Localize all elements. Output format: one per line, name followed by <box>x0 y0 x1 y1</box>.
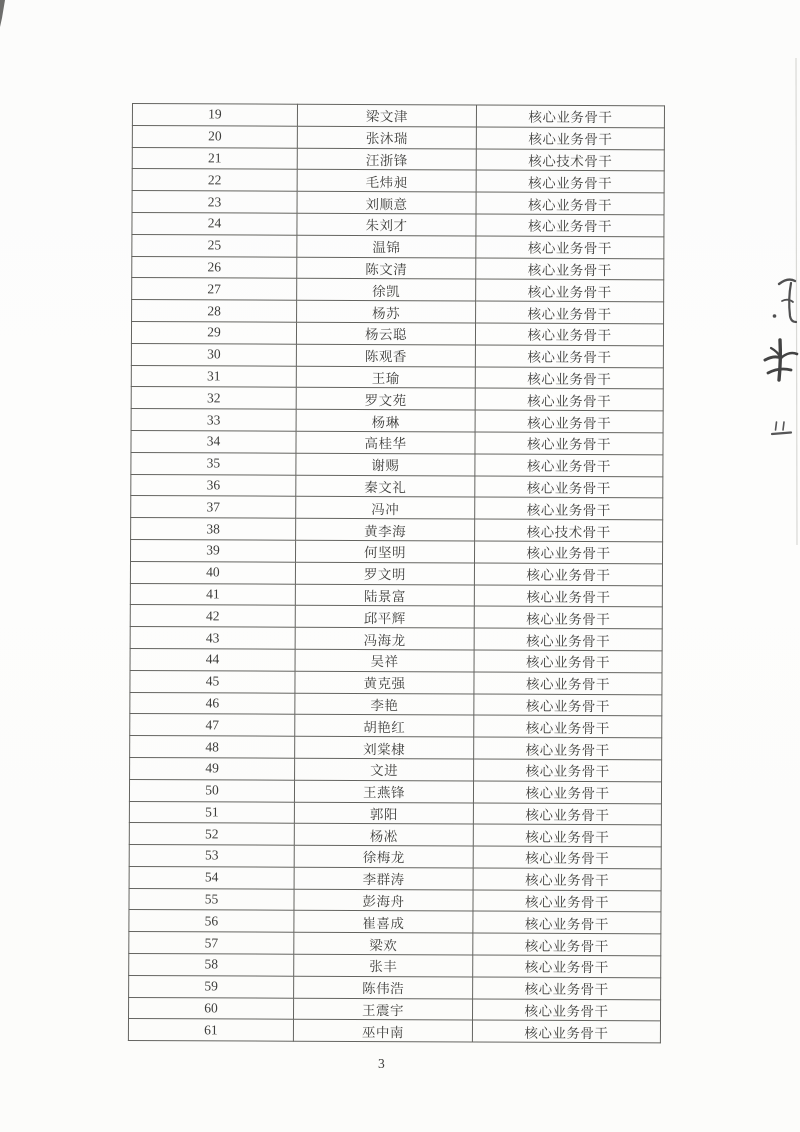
person-name-cell: 罗文苑 <box>296 388 475 411</box>
person-role-cell: 核心业务骨干 <box>473 999 661 1022</box>
row-number-cell: 23 <box>132 191 297 214</box>
person-name-cell: 黄李海 <box>296 518 475 541</box>
row-number-cell: 19 <box>132 104 297 127</box>
table-row <box>130 561 662 585</box>
person-name-cell: 李艳 <box>295 693 474 716</box>
person-role-cell: 核心业务骨干 <box>475 410 663 433</box>
row-number-cell: 51 <box>129 801 294 824</box>
row-number-cell: 35 <box>131 452 296 475</box>
person-role-cell: 核心业务骨干 <box>474 606 662 629</box>
person-name-cell: 杨苏 <box>297 300 476 323</box>
person-name-cell: 秦文礼 <box>296 475 475 498</box>
table-row <box>129 932 661 956</box>
person-name-cell: 刘顺意 <box>297 191 476 214</box>
table-row <box>130 605 662 629</box>
person-name-cell: 谢赐 <box>296 453 475 476</box>
person-name-cell: 吴祥 <box>295 649 474 672</box>
person-name-cell: 毛炜昶 <box>297 170 476 193</box>
page-number: 3 <box>378 1056 385 1071</box>
person-role-cell: 核心业务骨干 <box>474 541 662 564</box>
person-role-cell: 核心业务骨干 <box>476 279 664 302</box>
person-name-cell: 梁文津 <box>297 104 476 127</box>
table-row <box>131 365 663 389</box>
row-number-cell: 28 <box>132 300 297 323</box>
table-row <box>130 627 662 651</box>
row-number-cell: 43 <box>130 627 295 650</box>
person-role-cell: 核心业务骨干 <box>473 802 661 825</box>
row-number-cell: 61 <box>128 1019 293 1042</box>
person-name-cell: 汪浙锋 <box>297 148 476 171</box>
person-name-cell: 冯海龙 <box>295 627 474 650</box>
person-name-cell: 杨琳 <box>296 409 475 432</box>
person-name-cell: 王瑜 <box>296 366 475 389</box>
table-row <box>129 910 661 934</box>
table-row <box>132 212 664 236</box>
person-role-cell: 核心业务骨干 <box>473 977 661 1000</box>
person-role-cell: 核心技术骨干 <box>476 149 664 172</box>
person-role-cell: 核心业务骨干 <box>475 476 663 499</box>
person-role-cell: 核心业务骨干 <box>473 890 661 913</box>
scan-edge-line <box>796 58 797 545</box>
table-row <box>131 409 663 433</box>
person-role-cell: 核心业务骨干 <box>475 388 663 411</box>
row-number-cell: 48 <box>130 736 295 759</box>
person-role-cell: 核心业务骨干 <box>472 1020 660 1043</box>
row-number-cell: 60 <box>129 997 294 1020</box>
person-name-cell: 何坚明 <box>295 540 474 563</box>
person-name-cell: 李群涛 <box>294 867 473 890</box>
table-row <box>129 888 661 912</box>
person-role-cell: 核心业务骨干 <box>476 236 664 259</box>
table-row <box>131 539 663 563</box>
table-row <box>131 496 663 520</box>
table-row <box>130 670 662 694</box>
table-row <box>132 147 664 171</box>
table-row <box>131 452 663 476</box>
handwritten-scribble <box>773 280 796 322</box>
row-number-cell: 46 <box>130 692 295 715</box>
table-row <box>130 757 662 781</box>
table-row <box>132 278 664 302</box>
person-role-cell: 核心业务骨干 <box>473 846 661 869</box>
person-role-cell: 核心业务骨干 <box>473 933 661 956</box>
row-number-cell: 57 <box>129 932 294 955</box>
person-role-cell: 核心业务骨干 <box>476 214 664 237</box>
row-number-cell: 20 <box>132 125 297 148</box>
personnel-table-body <box>128 104 664 1044</box>
person-role-cell: 核心业务骨干 <box>476 170 664 193</box>
person-name-cell: 陈文清 <box>297 257 476 280</box>
person-role-cell: 核心业务骨干 <box>474 563 662 586</box>
person-role-cell: 核心业务骨干 <box>476 258 664 281</box>
row-number-cell: 24 <box>132 212 297 235</box>
row-number-cell: 54 <box>129 866 294 889</box>
table-row <box>131 518 663 542</box>
row-number-cell: 55 <box>129 888 294 911</box>
person-name-cell: 朱刘才 <box>297 213 476 236</box>
row-number-cell: 52 <box>129 823 294 846</box>
person-name-cell: 巫中南 <box>293 1020 472 1043</box>
table-row <box>132 300 664 324</box>
person-name-cell: 陈观香 <box>296 344 475 367</box>
row-number-cell: 42 <box>130 605 295 628</box>
row-number-cell: 38 <box>131 518 296 541</box>
table-row <box>131 387 663 411</box>
row-number-cell: 59 <box>129 975 294 998</box>
person-role-cell: 核心业务骨干 <box>476 301 664 324</box>
person-name-cell: 徐梅龙 <box>294 845 473 868</box>
row-number-cell: 33 <box>131 409 296 432</box>
row-number-cell: 21 <box>132 147 297 170</box>
person-name-cell: 张丰 <box>294 954 473 977</box>
row-number-cell: 34 <box>131 430 296 453</box>
handwritten-star-mark <box>765 340 797 380</box>
person-role-cell: 核心业务骨干 <box>475 367 663 390</box>
table-row <box>129 954 661 978</box>
person-role-cell: 核心业务骨干 <box>475 323 663 346</box>
table-row <box>129 866 661 890</box>
person-name-cell: 黄克强 <box>295 671 474 694</box>
person-role-cell: 核心业务骨干 <box>474 715 662 738</box>
person-role-cell: 核心业务骨干 <box>475 345 663 368</box>
person-role-cell: 核心业务骨干 <box>475 432 663 455</box>
person-name-cell: 温锦 <box>297 235 476 258</box>
person-name-cell: 冯冲 <box>296 497 475 520</box>
row-number-cell: 30 <box>131 343 296 366</box>
row-number-cell: 47 <box>130 714 295 737</box>
row-number-cell: 56 <box>129 910 294 933</box>
person-role-cell: 核心业务骨干 <box>474 672 662 695</box>
row-number-cell: 49 <box>130 757 295 780</box>
row-number-cell: 44 <box>130 648 295 671</box>
row-number-cell: 31 <box>131 365 296 388</box>
person-role-cell: 核心业务骨干 <box>474 585 662 608</box>
table-row <box>130 714 662 738</box>
row-number-cell: 25 <box>132 234 297 257</box>
row-number-cell: 32 <box>131 387 296 410</box>
person-role-cell: 核心业务骨干 <box>474 737 662 760</box>
table-row <box>128 1019 660 1043</box>
person-name-cell: 高桂华 <box>296 431 475 454</box>
person-name-cell: 徐凯 <box>297 279 476 302</box>
table-row <box>131 343 663 367</box>
table-row <box>129 779 661 803</box>
person-name-cell: 杨云聪 <box>296 322 475 345</box>
person-role-cell: 核心业务骨干 <box>475 454 663 477</box>
table-row <box>130 648 662 672</box>
table-row <box>132 256 664 280</box>
row-number-cell: 40 <box>130 561 295 584</box>
person-name-cell: 王燕锋 <box>294 780 473 803</box>
row-number-cell: 58 <box>129 954 294 977</box>
table-row <box>130 736 662 760</box>
person-name-cell: 邱平辉 <box>295 606 474 629</box>
person-name-cell: 刘棠棣 <box>295 736 474 759</box>
person-name-cell: 王震宇 <box>294 998 473 1021</box>
table-row <box>129 997 661 1021</box>
person-name-cell: 杨凇 <box>294 824 473 847</box>
table-row <box>132 191 664 215</box>
row-number-cell: 36 <box>131 474 296 497</box>
handwritten-tick-marks <box>772 422 791 434</box>
row-number-cell: 50 <box>129 779 294 802</box>
table-row <box>129 823 661 847</box>
person-name-cell: 陆景富 <box>295 584 474 607</box>
table-row <box>130 692 662 716</box>
row-number-cell: 29 <box>131 321 296 344</box>
person-name-cell: 胡艳红 <box>295 715 474 738</box>
person-name-cell: 文进 <box>295 758 474 781</box>
table-row <box>130 583 662 607</box>
person-role-cell: 核心业务骨干 <box>476 127 664 150</box>
row-number-cell: 37 <box>131 496 296 519</box>
row-number-cell: 22 <box>132 169 297 192</box>
table-row <box>131 474 663 498</box>
person-role-cell: 核心业务骨干 <box>474 628 662 651</box>
table-row <box>131 321 663 345</box>
table-row <box>129 801 661 825</box>
person-role-cell: 核心业务骨干 <box>473 911 661 934</box>
table-row <box>132 104 664 128</box>
table-row <box>132 125 664 149</box>
person-name-cell: 崔喜成 <box>294 911 473 934</box>
table-row <box>129 845 661 869</box>
person-role-cell: 核心业务骨干 <box>473 824 661 847</box>
person-role-cell: 核心业务骨干 <box>473 868 661 891</box>
table-row <box>132 234 664 258</box>
person-role-cell: 核心业务骨干 <box>474 759 662 782</box>
row-number-cell: 39 <box>131 539 296 562</box>
person-role-cell: 核心业务骨干 <box>476 192 664 215</box>
row-number-cell: 41 <box>130 583 295 606</box>
row-number-cell: 27 <box>132 278 297 301</box>
row-number-cell: 26 <box>132 256 297 279</box>
person-role-cell: 核心业务骨干 <box>474 694 662 717</box>
table-row <box>132 169 664 193</box>
person-name-cell: 郭阳 <box>294 802 473 825</box>
scan-corner-artifact <box>0 0 8 30</box>
person-name-cell: 梁欢 <box>294 932 473 955</box>
table-row <box>131 430 663 454</box>
person-role-cell: 核心技术骨干 <box>475 519 663 542</box>
person-name-cell: 陈伟浩 <box>294 976 473 999</box>
row-number-cell: 53 <box>129 845 294 868</box>
person-role-cell: 核心业务骨干 <box>474 650 662 673</box>
row-number-cell: 45 <box>130 670 295 693</box>
person-name-cell: 彭海舟 <box>294 889 473 912</box>
personnel-table <box>128 103 665 1044</box>
person-name-cell: 罗文明 <box>295 562 474 585</box>
person-name-cell: 张沐瑞 <box>297 126 476 149</box>
person-role-cell: 核心业务骨干 <box>475 497 663 520</box>
table-row <box>129 975 661 999</box>
person-role-cell: 核心业务骨干 <box>473 955 661 978</box>
person-role-cell: 核心业务骨干 <box>476 105 664 128</box>
person-role-cell: 核心业务骨干 <box>473 781 661 804</box>
